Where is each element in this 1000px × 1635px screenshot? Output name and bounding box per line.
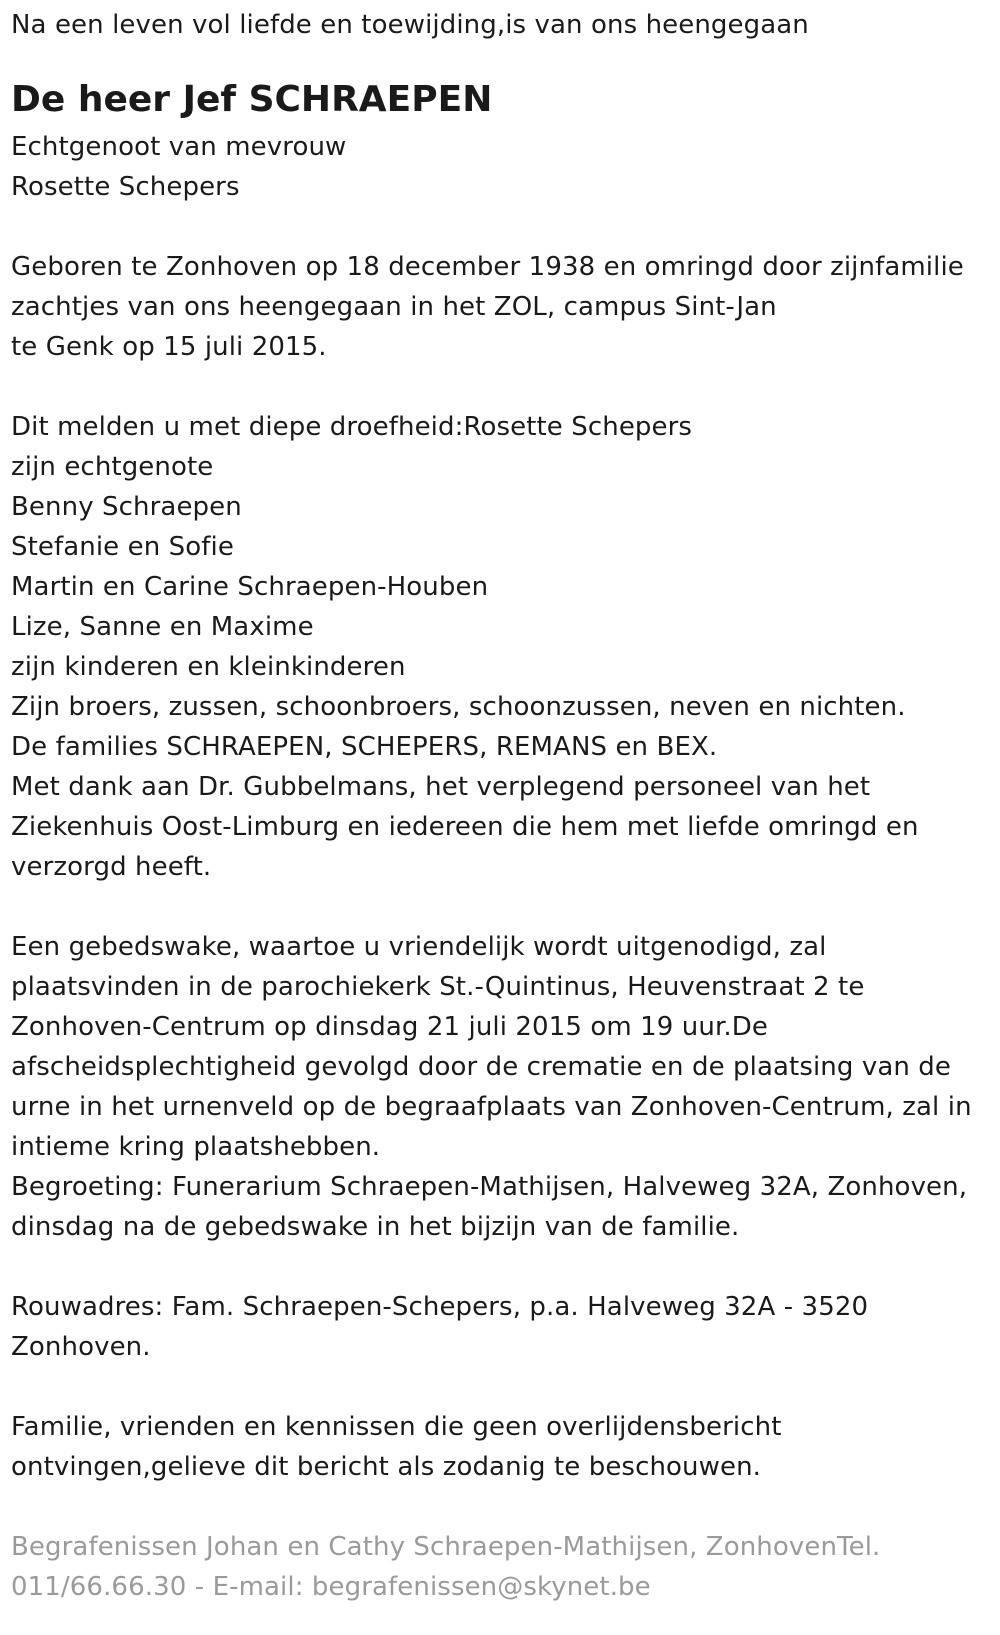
- spacer: [11, 367, 988, 407]
- birth-death-section: [11, 247, 988, 367]
- ceremony-line: dinsdag na de gebedswake in het bijzijn van de familie.: [11, 1212, 740, 1242]
- ceremony-line: intieme kring plaatshebben.: [11, 1132, 381, 1162]
- death-notice: [0, 5, 1000, 1635]
- family-line: De families SCHRAEPEN, SCHEPERS, REMANS en BEX.: [11, 732, 718, 762]
- closing-line: Familie, vrienden en kennissen die geen overlijdensbericht: [11, 1412, 782, 1442]
- closing-line: ontvingen,gelieve dit bericht als zodanig te beschouwen.: [11, 1452, 762, 1482]
- spouse-line: Echtgenoot van mevrouw: [11, 132, 347, 162]
- family-line: Met dank aan Dr. Gubbelmans, het verplegend personeel van het: [11, 772, 871, 802]
- spacer: [11, 1247, 988, 1287]
- address-line: Zonhoven.: [11, 1332, 151, 1362]
- birth-death-line: te Genk op 15 juli 2015.: [11, 332, 327, 362]
- spacer: [11, 1367, 988, 1407]
- family-line: zijn kinderen en kleinkinderen: [11, 652, 406, 682]
- announced-by-section: [11, 407, 988, 887]
- closing-section: [11, 1407, 988, 1487]
- ceremony-line: Zonhoven-Centrum op dinsdag 21 juli 2015 om 19 uur.De: [11, 1012, 768, 1042]
- footer-contact: [11, 1527, 988, 1607]
- ceremony-line: Een gebedswake, waartoe u vriendelijk wordt uitgenodigd, zal: [11, 932, 827, 962]
- family-line: verzorgd heeft.: [11, 852, 212, 882]
- family-line: Benny Schraepen: [11, 492, 242, 522]
- ceremony-line: urne in het urnenveld op de begraafplaats van Zonhoven-Centrum, zal in: [11, 1092, 972, 1122]
- family-line: Stefanie en Sofie: [11, 532, 234, 562]
- family-line: Zijn broers, zussen, schoonbroers, schoonzussen, neven en nichten.: [11, 692, 906, 722]
- family-line: Dit melden u met diepe droefheid:Rosette Schepers: [11, 412, 693, 442]
- spouse-line: Rosette Schepers: [11, 172, 240, 202]
- deceased-name: De heer Jef SCHRAEPEN: [11, 79, 493, 120]
- family-line: zijn echtgenote: [11, 452, 214, 482]
- spacer: [11, 1487, 988, 1527]
- ceremony-section: [11, 927, 988, 1247]
- spacer: [11, 207, 988, 247]
- ceremony-line: plaatsvinden in de parochiekerk St.-Quintinus, Heuvenstraat 2 te: [11, 972, 865, 1002]
- family-line: Lize, Sanne en Maxime: [11, 612, 314, 642]
- ceremony-line: afscheidsplechtigheid gevolgd door de crematie en de plaatsing van de: [11, 1052, 952, 1082]
- footer-line: 011/66.66.30 - E-mail: begrafenissen@skynet.be: [11, 1572, 651, 1602]
- spouse-section: [11, 127, 988, 207]
- birth-death-line: Geboren te Zonhoven op 18 december 1938 en omringd door zijnfamilie: [11, 252, 964, 282]
- address-line: Rouwadres: Fam. Schraepen-Schepers, p.a. Halveweg 32A - 3520: [11, 1292, 869, 1322]
- intro-text: Na een leven vol liefde en toewijding,is van ons heengegaan: [11, 10, 809, 40]
- family-line: Martin en Carine Schraepen-Houben: [11, 572, 489, 602]
- footer-line: Begrafenissen Johan en Cathy Schraepen-Mathijsen, ZonhovenTel.: [11, 1532, 881, 1562]
- ceremony-line: Begroeting: Funerarium Schraepen-Mathijsen, Halveweg 32A, Zonhoven,: [11, 1172, 968, 1202]
- spacer: [11, 887, 988, 927]
- address-section: [11, 1287, 988, 1367]
- family-line: Ziekenhuis Oost-Limburg en iedereen die hem met liefde omringd en: [11, 812, 919, 842]
- birth-death-line: zachtjes van ons heengegaan in het ZOL, campus Sint-Jan: [11, 292, 777, 322]
